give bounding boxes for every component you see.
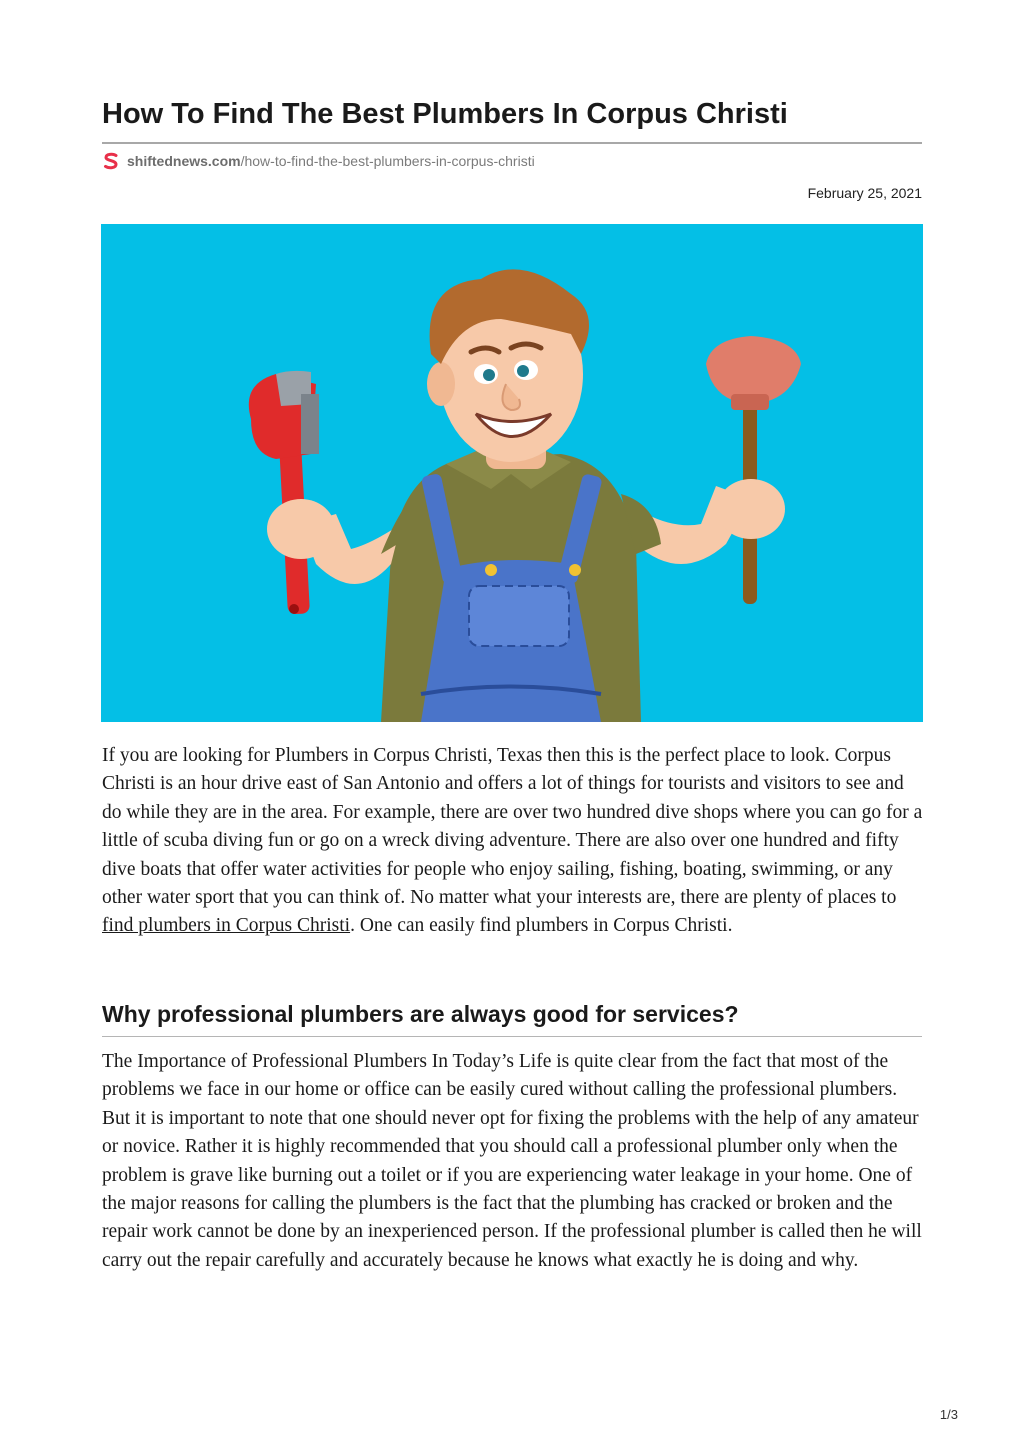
intro-paragraph: [102, 742, 924, 941]
publish-date: February 25, 2021: [807, 185, 922, 201]
intro-text-after-link: . One can easily find plumbers in Corpus Christi.: [350, 915, 733, 937]
source-domain: shiftednews.com: [127, 153, 241, 169]
title-divider: [102, 142, 922, 144]
article-title: How To Find The Best Plumbers In Corpus Christi: [102, 98, 788, 130]
page-number: 1/3: [939, 1407, 958, 1422]
section-divider: [102, 1036, 922, 1037]
section-paragraph: The Importance of Professional Plumbers In Today’s Life is quite clear from the fact that most of the problems we face in our home or office can be easily cured without calling the professional plumbers. But it is important to note that one should never opt for fixing the problems with the help of any amateur or novice. Rather it is highly recommended that you should call a professional plumber only when the problem is grave like burning out a toilet or if you are experiencing water leakage in your home. One of the major reasons for calling the plumbers is the fact that the plumbing has cracked or broken and the repair work cannot be done by an inexperienced person. If the professional plumber is called then he will carry out the repair carefully and accurately because he knows what exactly he is doing and why.: [102, 1051, 922, 1271]
source-line: [102, 151, 535, 171]
shiftednews-logo-icon: [102, 152, 120, 170]
find-plumbers-link[interactable]: find plumbers in Corpus Christi: [102, 915, 351, 937]
intro-text-before-link: If you are looking for Plumbers in Corpus Christi, Texas then this is the perfect place to look. Corpus Christi is an hour drive east of San Antonio and offers a lot of things for tourists and visitors to see and do while they are in the area. For example, there are over two hundred dive shops where you can go for a little of scuba diving fun or go on a wreck diving adventure. There are also over one hundred and fifty dive boats that offer water activities for people who enjoy sailing, fishing, boating, swimming, or any other water sport that you can think of. No matter what your interests are, there are plenty of places to: [102, 745, 923, 909]
plumber-illustration-icon: [101, 224, 923, 722]
section-heading: Why professional plumbers are always good for services?: [102, 1001, 739, 1027]
source-path: /how-to-find-the-best-plumbers-in-corpus-christi: [240, 153, 535, 169]
hero-image: [101, 224, 923, 722]
source-link[interactable]: [127, 153, 535, 169]
